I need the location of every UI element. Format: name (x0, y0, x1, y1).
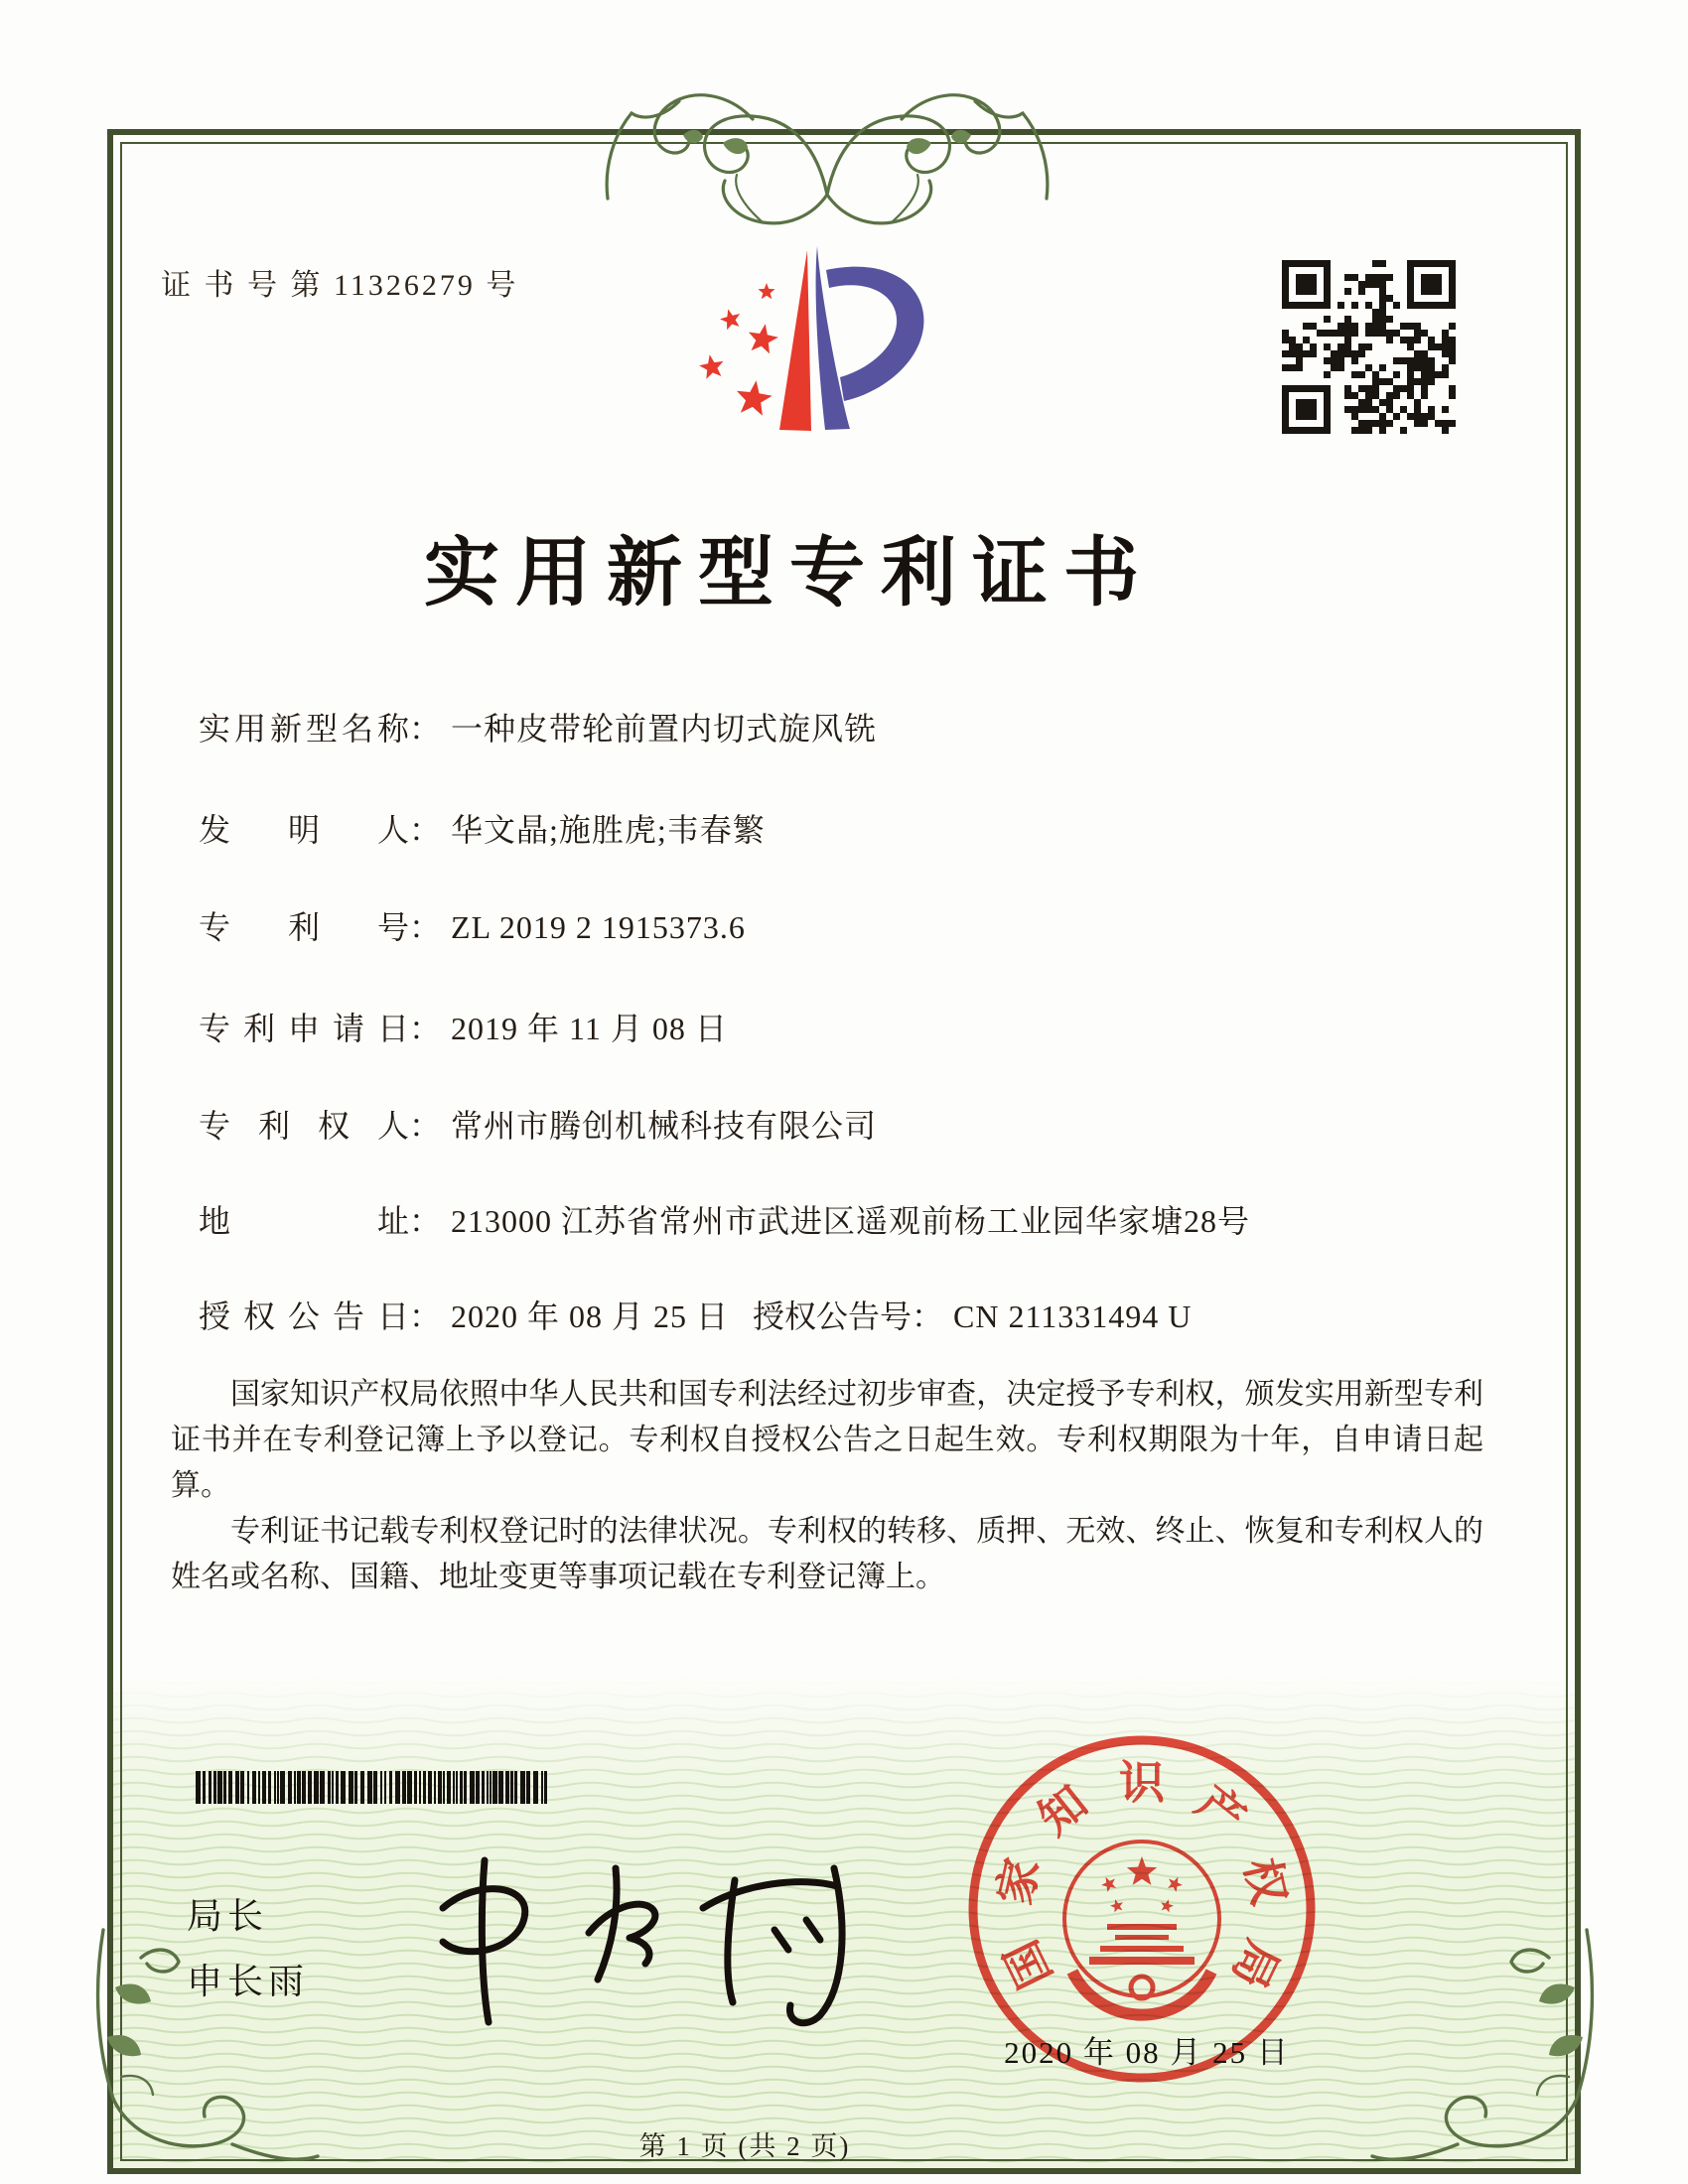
certificate-title: 实用新型专利证书 (424, 532, 1155, 615)
grant-date-label: 授权公告日 (199, 1298, 409, 1334)
field-value: 常州市腾创机械科技有限公司 (451, 1108, 878, 1144)
commissioner-name: 申长雨 (187, 1962, 310, 2001)
field-label: 地址 (199, 1203, 409, 1239)
field-value: 一种皮带轮前置内切式旋风铣 (451, 711, 878, 747)
field-patent-number: 专利号： ZL 2019 2 1915373.6 (199, 903, 746, 951)
svg-text:家: 家 (989, 1853, 1050, 1910)
svg-text:国: 国 (995, 1932, 1061, 1996)
field-value: 2019 年 11 月 08 日 (451, 1011, 728, 1046)
legal-paragraph-1: 国家知识产权局依照中华人民共和国专利法经过初步审查，决定授予专利权，颁发实用新型专利证书并在专利登记簿上予以登记。专利权自授权公告之日起生效。专利权期限为十年，自申请日起算。 (171, 1378, 1483, 1502)
top-flourish-ornament (584, 77, 1070, 236)
seal-emblem (1064, 1842, 1219, 2015)
field-label: 发明人 (199, 812, 409, 848)
qr-code (1282, 260, 1457, 435)
barcode (196, 1771, 553, 1804)
legal-text (171, 1372, 1483, 1600)
svg-text:权: 权 (1234, 1853, 1295, 1910)
field-grant-row: 授权公告日： 2020 年 08 月 25 日 授权公告号： CN 211331494 U (199, 1293, 1589, 1340)
field-value: ZL 2019 2 1915373.6 (451, 909, 746, 945)
seal-date: 2020 年 08 月 25 日 (1004, 2035, 1290, 2070)
logo-red-spike (779, 250, 811, 431)
corner-flourish-right (1370, 1928, 1609, 2176)
field-label: 专利号 (199, 909, 409, 945)
page-footer: 第 1 页 (共 2 页) (638, 2131, 851, 2161)
field-address: 地址： 213000 江苏省常州市武进区遥观前杨工业园华家塘28号 (199, 1197, 1250, 1245)
logo-stars (699, 283, 778, 416)
svg-text:局: 局 (1222, 1932, 1289, 1996)
legal-paragraph-2: 专利证书记载专利权登记时的法律状况。专利权的转移、质押、无效、终止、恢复和专利权人的姓名或名称、国籍、地址变更等事项记载在专利登记簿上。 (171, 1515, 1483, 1593)
svg-text:识: 识 (1119, 1757, 1165, 1809)
logo-p-bowl (826, 267, 923, 401)
field-utility-model-name: 实用新型名称： 一种皮带轮前置内切式旋风铣 (199, 705, 877, 752)
field-label: 实用新型名称 (199, 711, 409, 747)
field-label: 专利申请日 (199, 1011, 409, 1046)
field-value: 华文晶;施胜虎;韦春繁 (451, 812, 766, 848)
svg-text:知: 知 (1029, 1776, 1097, 1845)
grant-no-label: 授权公告号 (753, 1298, 913, 1334)
field-label: 专利权人 (199, 1108, 409, 1144)
commissioner-title: 局长 (187, 1896, 269, 1936)
svg-text:产: 产 (1187, 1776, 1255, 1845)
grant-date-value: 2020 年 08 月 25 日 (451, 1298, 730, 1334)
field-inventor: 发明人： 华文晶;施胜虎;韦春繁 (199, 806, 766, 854)
certificate-number: 证 书 号 第 11326279 号 (161, 269, 519, 302)
field-patentee: 专利权人： 常州市腾创机械科技有限公司 (199, 1102, 877, 1150)
field-value: 213000 江苏省常州市武进区遥观前杨工业园华家塘28号 (451, 1203, 1251, 1239)
field-grant-number: 授权公告号： CN 211331494 U (753, 1298, 1193, 1334)
grant-no-value: CN 211331494 U (953, 1298, 1193, 1334)
cnipa-logo (655, 240, 953, 449)
commissioner-signature (385, 1839, 882, 2037)
field-application-date: 专利申请日： 2019 年 11 月 08 日 (199, 1005, 728, 1052)
